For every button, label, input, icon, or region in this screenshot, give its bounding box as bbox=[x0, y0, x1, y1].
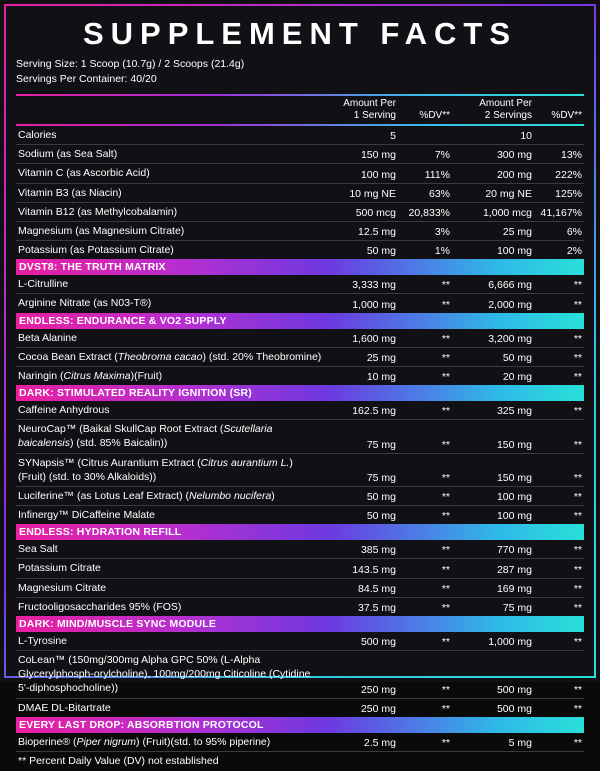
ingredient-dv-1-serving: ** bbox=[441, 371, 450, 384]
ingredient-dv-1-serving: 1% bbox=[434, 245, 450, 258]
header-amount-2-line1: Amount Per bbox=[479, 97, 532, 109]
table-row bbox=[16, 733, 584, 751]
ingredient-name: Vitamin B3 (as Niacin) bbox=[16, 183, 322, 202]
section-header-row bbox=[16, 313, 584, 329]
ingredient-amount-2-servings: 20 mg bbox=[502, 371, 532, 384]
table-row bbox=[16, 506, 584, 525]
ingredient-amount-2-servings: 150 mg bbox=[454, 420, 532, 453]
ingredient-amount-1-serving: 12.5 mg bbox=[322, 221, 396, 240]
ingredient-dv-2-servings: ** bbox=[573, 298, 582, 311]
ingredient-amount-2-servings: 500 mg bbox=[496, 702, 532, 715]
header-dv-2 bbox=[532, 96, 584, 124]
ingredient-dv-1-serving: ** bbox=[396, 453, 454, 486]
table-body bbox=[16, 126, 584, 751]
ingredient-amount-2-servings: 3,200 mg bbox=[454, 329, 532, 348]
ingredient-amount-1-serving: 25 mg bbox=[322, 347, 396, 366]
ingredient-dv-2-servings: ** bbox=[532, 420, 584, 453]
ingredient-amount-1-serving: 500 mcg bbox=[322, 202, 396, 221]
ingredient-amount-1-serving: 150 mg bbox=[322, 145, 396, 164]
footnote: ** Percent Daily Value (DV) not established bbox=[16, 751, 584, 769]
ingredient-amount-1-serving: 50 mg bbox=[322, 486, 396, 505]
ingredient-amount-2-servings: 2,000 mg bbox=[488, 298, 532, 311]
ingredient-amount-1-serving: 10 mg bbox=[366, 371, 396, 384]
section-header-row bbox=[16, 385, 584, 401]
section-header-label: ENDLESS: ENDURANCE & VO2 SUPPLY bbox=[16, 313, 584, 329]
ingredient-amount-1-serving: 162.5 mg bbox=[322, 401, 396, 420]
table-row bbox=[16, 453, 584, 486]
table-row bbox=[16, 241, 584, 260]
header-amount-1 bbox=[322, 96, 396, 124]
table-row bbox=[16, 294, 584, 313]
table-row bbox=[16, 578, 584, 597]
header-blank bbox=[16, 96, 322, 124]
section-header-row bbox=[16, 616, 584, 632]
table-row bbox=[16, 559, 584, 578]
ingredient-dv-2-servings: 222% bbox=[532, 164, 584, 183]
ingredient-amount-2-servings: 75 mg bbox=[502, 601, 532, 614]
ingredient-amount-2-servings: 1,000 mg bbox=[454, 632, 532, 651]
section-header-label: DVST8: THE TRUTH MATRIX bbox=[16, 259, 584, 275]
ingredient-dv-2-servings: ** bbox=[532, 486, 584, 505]
ingredient-dv-2-servings: ** bbox=[532, 347, 584, 366]
ingredient-amount-2-servings: 10 bbox=[454, 126, 532, 145]
ingredient-amount-2-servings: 100 mg bbox=[496, 245, 532, 258]
ingredient-dv-1-serving: ** bbox=[396, 486, 454, 505]
table-row bbox=[16, 651, 584, 699]
ingredient-amount-2-servings: 20 mg NE bbox=[454, 183, 532, 202]
header-amount-1-line2: 1 Serving bbox=[353, 110, 396, 122]
section-header-row bbox=[16, 717, 584, 733]
ingredient-dv-1-serving bbox=[396, 126, 454, 145]
table-row bbox=[16, 540, 584, 559]
table-row bbox=[16, 164, 584, 183]
header-dv-1 bbox=[396, 96, 454, 124]
ingredient-name: SYNapsis™ (Citrus Aurantium Extract (Citrus aurantium L.) (Fruit) (std. to 30% Alkaloids)) bbox=[16, 453, 322, 486]
ingredient-amount-2-servings: 169 mg bbox=[454, 578, 532, 597]
ingredient-dv-2-servings: 13% bbox=[532, 145, 584, 164]
ingredient-dv-1-serving: ** bbox=[396, 420, 454, 453]
header-dv-2-label: %DV** bbox=[551, 110, 582, 122]
ingredient-dv-1-serving: ** bbox=[396, 347, 454, 366]
ingredient-amount-1-serving: 250 mg bbox=[360, 702, 396, 715]
table-head bbox=[16, 96, 584, 126]
ingredient-amount-2-servings: 100 mg bbox=[454, 486, 532, 505]
ingredient-amount-1-serving: 75 mg bbox=[322, 420, 396, 453]
ingredient-amount-2-servings: 50 mg bbox=[454, 347, 532, 366]
ingredient-dv-1-serving: 63% bbox=[396, 183, 454, 202]
section-header-row bbox=[16, 524, 584, 540]
ingredient-name: Cocoa Bean Extract (Theobroma cacao) (std. 20% Theobromine) bbox=[16, 347, 322, 366]
serving-size: Serving Size: 1 Scoop (10.7g) / 2 Scoops (21.4g) bbox=[16, 57, 245, 70]
section-header-label: DARK: MIND/MUSCLE SYNC MODULE bbox=[16, 616, 584, 632]
ingredient-dv-1-serving: ** bbox=[441, 601, 450, 614]
ingredient-name: Vitamin B12 (as Methylcobalamin) bbox=[16, 202, 322, 221]
ingredient-dv-1-serving: ** bbox=[441, 736, 450, 749]
ingredient-dv-1-serving: ** bbox=[441, 298, 450, 311]
ingredient-name: Beta Alanine bbox=[16, 329, 322, 348]
ingredient-dv-1-serving: 3% bbox=[396, 221, 454, 240]
ingredient-name: Caffeine Anhydrous bbox=[16, 401, 322, 420]
table-row bbox=[16, 698, 584, 717]
ingredient-amount-2-servings: 5 mg bbox=[508, 736, 532, 749]
ingredient-dv-1-serving: ** bbox=[396, 651, 454, 699]
ingredient-name: Sea Salt bbox=[16, 540, 322, 559]
ingredient-amount-2-servings: 300 mg bbox=[454, 145, 532, 164]
ingredient-name: Potassium (as Potassium Citrate) bbox=[18, 244, 174, 257]
table-row bbox=[16, 202, 584, 221]
ingredient-dv-2-servings: ** bbox=[532, 559, 584, 578]
ingredient-amount-1-serving: 1,000 mg bbox=[352, 298, 396, 311]
ingredient-name: Bioperine® (Piper nigrum) (Fruit)(std. to 95% piperine) bbox=[18, 735, 271, 748]
table-row bbox=[16, 347, 584, 366]
ingredient-dv-1-serving: ** bbox=[441, 510, 450, 523]
table-row bbox=[16, 366, 584, 385]
ingredient-amount-2-servings: 1,000 mcg bbox=[454, 202, 532, 221]
ingredient-amount-2-servings: 200 mg bbox=[454, 164, 532, 183]
ingredient-name: Magnesium (as Magnesium Citrate) bbox=[16, 221, 322, 240]
ingredient-dv-2-servings: 6% bbox=[532, 221, 584, 240]
section-header-label: DARK: STIMULATED REALITY IGNITION (SR) bbox=[16, 385, 584, 401]
ingredient-amount-1-serving: 2.5 mg bbox=[363, 736, 396, 749]
ingredient-amount-2-servings: 500 mg bbox=[454, 651, 532, 699]
section-header-label: ENDLESS: HYDRATION REFILL bbox=[16, 524, 584, 540]
ingredient-name: Arginine Nitrate (as N03-T®) bbox=[18, 297, 152, 310]
ingredient-dv-1-serving: ** bbox=[396, 401, 454, 420]
ingredient-amount-2-servings: 770 mg bbox=[454, 540, 532, 559]
ingredient-dv-1-serving: 7% bbox=[396, 145, 454, 164]
ingredient-amount-1-serving: 50 mg bbox=[366, 510, 396, 523]
ingredient-dv-2-servings: ** bbox=[532, 651, 584, 699]
table-row bbox=[16, 329, 584, 348]
ingredient-dv-2-servings: ** bbox=[532, 401, 584, 420]
header-dv-1-label: %DV** bbox=[419, 110, 450, 122]
ingredient-amount-1-serving: 10 mg NE bbox=[322, 183, 396, 202]
ingredient-amount-1-serving: 75 mg bbox=[322, 453, 396, 486]
ingredient-name: Naringin (Citrus Maxima)(Fruit) bbox=[18, 369, 163, 382]
table-row bbox=[16, 221, 584, 240]
ingredient-dv-2-servings: ** bbox=[532, 540, 584, 559]
servings-per-container: Servings Per Container: 40/20 bbox=[16, 72, 157, 85]
ingredient-dv-1-serving: ** bbox=[396, 540, 454, 559]
ingredient-name: Magnesium Citrate bbox=[16, 578, 322, 597]
header-amount-2 bbox=[454, 96, 532, 124]
ingredient-name: DMAE DL-Bitartrate bbox=[18, 701, 111, 714]
section-header-label: EVERY LAST DROP: ABSORBTION PROTOCOL bbox=[16, 717, 584, 733]
ingredient-dv-1-serving: ** bbox=[396, 632, 454, 651]
ingredient-name: Vitamin C (as Ascorbic Acid) bbox=[16, 164, 322, 183]
ingredient-dv-2-servings: ** bbox=[573, 702, 582, 715]
ingredient-dv-2-servings: ** bbox=[573, 510, 582, 523]
ingredient-amount-1-serving: 1,600 mg bbox=[322, 329, 396, 348]
ingredient-name: L-Citrulline bbox=[16, 275, 322, 294]
ingredient-dv-2-servings: ** bbox=[573, 736, 582, 749]
ingredient-dv-1-serving: 20,833% bbox=[396, 202, 454, 221]
ingredient-amount-2-servings: 287 mg bbox=[454, 559, 532, 578]
ingredient-amount-1-serving: 50 mg bbox=[366, 245, 396, 258]
ingredient-name: Infinergy™ DiCaffeine Malate bbox=[18, 509, 155, 522]
page-title: SUPPLEMENT FACTS bbox=[82, 16, 518, 51]
ingredient-dv-2-servings: ** bbox=[573, 371, 582, 384]
table-row bbox=[16, 183, 584, 202]
ingredient-amount-1-serving: 84.5 mg bbox=[322, 578, 396, 597]
table-row bbox=[16, 275, 584, 294]
ingredient-name: Luciferine™ (as Lotus Leaf Extract) (Nelumbo nucifera) bbox=[16, 486, 322, 505]
ingredient-dv-2-servings: ** bbox=[532, 578, 584, 597]
table-row bbox=[16, 126, 584, 145]
ingredient-dv-1-serving: ** bbox=[396, 275, 454, 294]
ingredient-dv-1-serving: 111% bbox=[396, 164, 454, 183]
table-row bbox=[16, 486, 584, 505]
ingredient-dv-2-servings bbox=[532, 126, 584, 145]
section-header-row bbox=[16, 259, 584, 275]
header-amount-2-line2: 2 Servings bbox=[484, 110, 532, 122]
table-row bbox=[16, 145, 584, 164]
supplement-facts-table bbox=[16, 96, 584, 751]
ingredient-amount-1-serving: 3,333 mg bbox=[322, 275, 396, 294]
serving-info bbox=[16, 57, 584, 92]
ingredient-dv-2-servings: ** bbox=[532, 453, 584, 486]
ingredient-amount-2-servings: 100 mg bbox=[496, 510, 532, 523]
header-amount-1-line1: Amount Per bbox=[343, 97, 396, 109]
ingredient-name: Sodium (as Sea Salt) bbox=[16, 145, 322, 164]
ingredient-dv-2-servings: 2% bbox=[566, 245, 582, 258]
ingredient-name: Fructooligosaccharides 95% (FOS) bbox=[18, 600, 182, 613]
ingredient-amount-2-servings: 150 mg bbox=[454, 453, 532, 486]
table-header-row bbox=[16, 96, 584, 124]
ingredient-amount-2-servings: 25 mg bbox=[454, 221, 532, 240]
ingredient-name: NeuroCap™ (Baikal SkullCap Root Extract (Scutellaria baicalensis) (std. 85% Baicalin)) bbox=[16, 420, 322, 453]
table-row bbox=[16, 597, 584, 616]
ingredient-dv-2-servings: 125% bbox=[532, 183, 584, 202]
ingredient-name: Potassium Citrate bbox=[16, 559, 322, 578]
ingredient-amount-1-serving: 250 mg bbox=[322, 651, 396, 699]
ingredient-amount-1-serving: 5 bbox=[322, 126, 396, 145]
ingredient-dv-2-servings: ** bbox=[532, 275, 584, 294]
ingredient-amount-2-servings: 6,666 mg bbox=[454, 275, 532, 294]
ingredient-dv-1-serving: ** bbox=[396, 578, 454, 597]
table-row bbox=[16, 420, 584, 453]
ingredient-dv-1-serving: ** bbox=[396, 559, 454, 578]
ingredient-dv-2-servings: 41,167% bbox=[532, 202, 584, 221]
ingredient-name: L-Tyrosine bbox=[16, 632, 322, 651]
ingredient-amount-1-serving: 100 mg bbox=[322, 164, 396, 183]
ingredient-name: Calories bbox=[16, 126, 322, 145]
table-row bbox=[16, 632, 584, 651]
table-row bbox=[16, 401, 584, 420]
ingredient-dv-2-servings: ** bbox=[532, 329, 584, 348]
ingredient-dv-1-serving: ** bbox=[441, 702, 450, 715]
ingredient-amount-2-servings: 325 mg bbox=[454, 401, 532, 420]
ingredient-amount-1-serving: 385 mg bbox=[322, 540, 396, 559]
ingredient-amount-1-serving: 500 mg bbox=[322, 632, 396, 651]
ingredient-dv-2-servings: ** bbox=[573, 601, 582, 614]
ingredient-dv-2-servings: ** bbox=[532, 632, 584, 651]
ingredient-name: CoLean™ (150mg/300mg Alpha GPC 50% (L-Alpha Glycerylphosph-orylcholine), 100mg/200mg Citicoline (Cytidine 5'-diphosphocholine)) bbox=[16, 651, 322, 699]
ingredient-amount-1-serving: 143.5 mg bbox=[322, 559, 396, 578]
ingredient-amount-1-serving: 37.5 mg bbox=[358, 601, 396, 614]
ingredient-dv-1-serving: ** bbox=[396, 329, 454, 348]
